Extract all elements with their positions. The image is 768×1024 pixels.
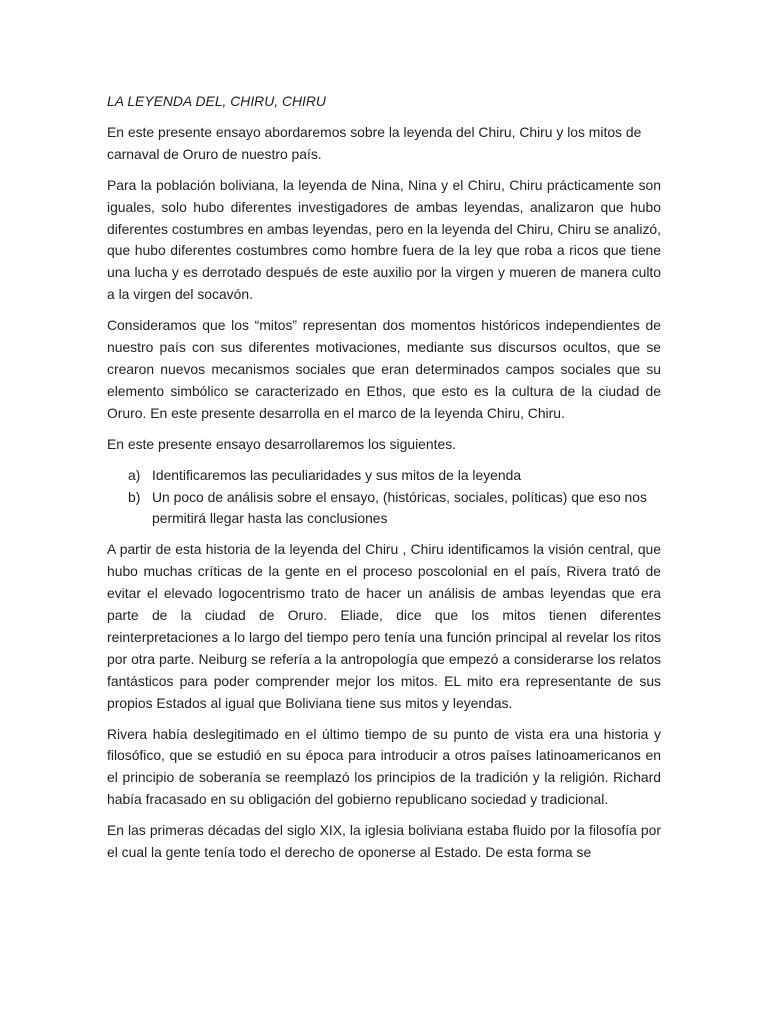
list-item-text: Identificaremos las peculiaridades y sus mitos de la leyenda [152,466,522,483]
paragraph-myths: Consideramos que los “mitos” representan dos momentos históricos independientes de nuestro país con sus diferentes motivaciones, mediante sus discursos ocultos, que se crearon nuevos mecanismos sociales que eran determinados campos sociales que su elemento simbólico se caracterizado en Ethos, que esto es la cultura de la ciudad de Oruro. En este presente desarrolla en el marco de la leyenda Chiru, Chiru. [107,317,661,421]
list-item [107,465,661,487]
paragraph-rivera: Rivera había deslegitimado en el último tiempo de su punto de vista era una historia y filosófico, que se estudió en su época para introducir a otros países latinoamericanos en el principio de soberanía se reemplazó los principios de la tradición y la religión. Richard había fracasado en su obligación del gobierno republicano sociedad y tradicional. [107,725,661,808]
paragraph-analysis: A partir de esta historia de la leyenda del Chiru , Chiru identificamos la visión central, que hubo muchas críticas de la gente en el proceso poscolonial en el país, Rivera trató de evitar el elevado logocentrismo trato de hacer un análisis de ambas leyendas que era parte de la ciudad de Oruro. Eliade, dice que los mitos tienen diferentes reinterpretaciones a lo largo del tiempo pero tenía una función principal al revelar los ritos por otra parte. Neiburg se refería a la antropología que empezó a considerarse los relatos fantásticos para poder comprender mejor los mitos. EL mito era representante de sus propios Estados al igual que Boliviana tiene sus mitos y leyendas. [107,541,661,711]
paragraph-intro: En este presente ensayo abordaremos sobre la leyenda del Chiru, Chiru y los mitos de carnaval de Oruro de nuestro país. [107,123,642,162]
document-body [107,91,661,873]
list-item-text: Un poco de análisis sobre el ensayo, (históricas, sociales, políticas) que eso nos permitirá llegar hasta las conclusiones [152,488,647,527]
document-title: LA LEYENDA DEL, CHIRU, CHIRU [107,93,326,109]
paragraph-nineteenth-century: En las primeras décadas del siglo XIX, la iglesia boliviana estaba fluido por la filosofía por el cual la gente tenía todo el derecho de oponerse al Estado. De esta forma se [107,822,661,861]
list-item [107,487,661,531]
list-marker: b) [128,488,141,505]
list-marker: a) [128,466,141,483]
objectives-list [107,465,661,531]
paragraph-population: Para la población boliviana, la leyenda de Nina, Nina y el Chiru, Chiru prácticamente son iguales, solo hubo diferentes investigadores de ambas leyendas, analizaron que hubo diferentes costumbres en ambas leyendas, pero en la leyenda del Chiru, Chiru se analizó, que hubo diferentes costumbres como hombre fuera de la ley que roba a ricos que tiene una lucha y es derrotado después de este auxilio por la virgen y mueren de manera culto a la virgen del socavón. [107,176,661,303]
paragraph-development: En este presente ensayo desarrollaremos los siguientes. [107,435,457,452]
